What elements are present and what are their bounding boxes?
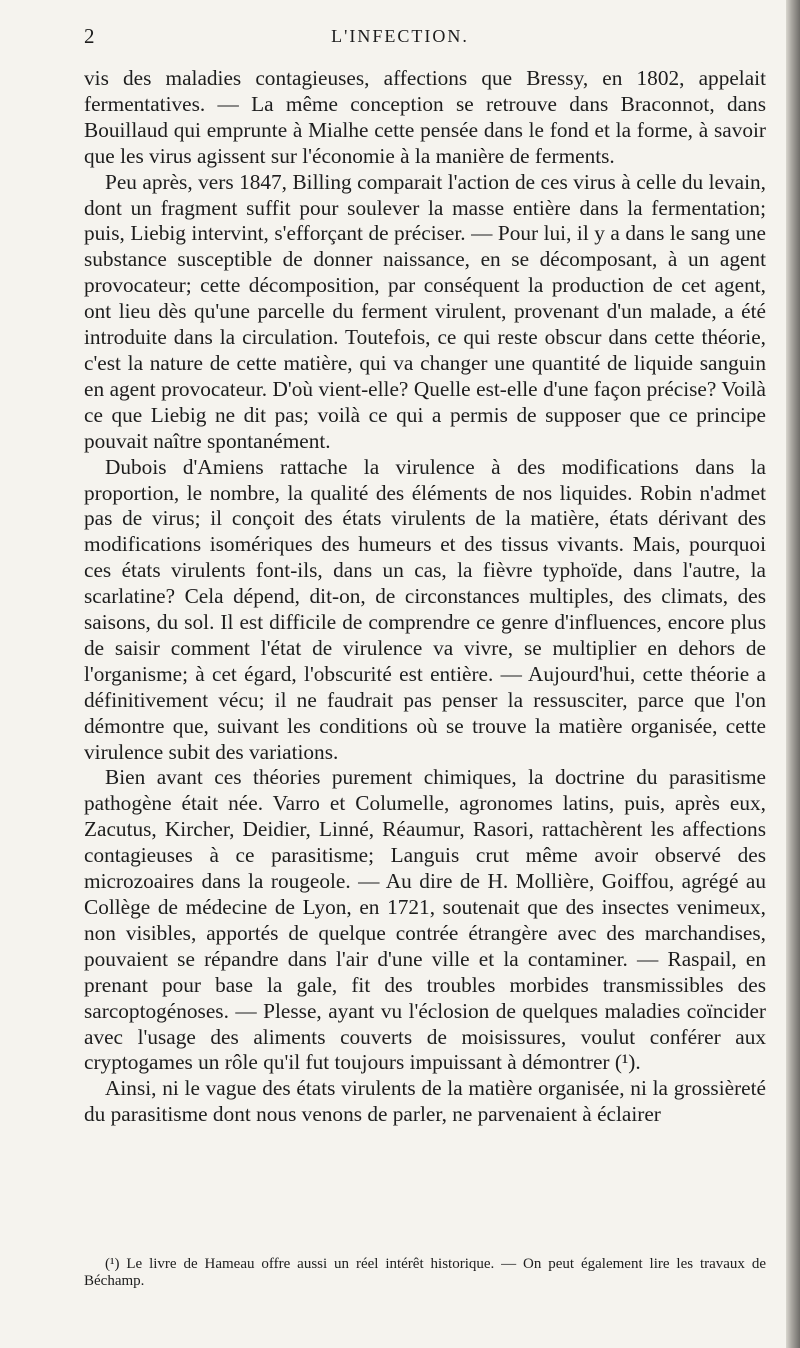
paragraph: Dubois d'Amiens rattache la virulence à des modifications dans la proportion, le nombre, la qualité des éléments de nos liquides. Robin n'admet pas de virus; il conçoit des états virulents de la matière, états dérivant des modifications isomériques des humeurs et des tissus vivants. Mais, pourquoi ces états virulents font-ils, dans un cas, la fièvre typhoïde, dans l'autre, la scarlatine? Cela dépend, dit-on, de circonstances multiples, des climats, des saisons, du sol. Il est difficile de comprendre ce genre d'influences, encore plus de saisir comment l'état de virulence va vivre, se multiplier en dehors de l'organisme; à cet égard, l'obscurité est entière. — Aujourd'hui, cette théorie a définitivement vécu; il ne faudrait pas penser la ressusciter, parce que l'on démontre que, suivant les conditions où se trouve la matière organisée, cette virulence subit des variations. — [84, 454, 766, 764]
page-header — [0, 24, 800, 54]
running-head: L'INFECTION. — [331, 26, 469, 46]
paragraph: Peu après, vers 1847, Billing comparait l'action de ces virus à celle du levain, dont un fragment suffit pour soulever la masse entière dans la fermentation; puis, Liebig intervint, s'efforçant de préciser. — Pour lui, il y a dans le sang une substance susceptible de donner naissance, en se décomposant, à un agent provocateur; cette décomposition, par conséquent la production de cet agent, ont lieu dès qu'une parcelle du ferment virulent, provenant d'un malade, a été introduite dans la circulation. Toutefois, ce qui reste obscur dans cette théorie, c'est la nature de cette matière, qui va changer une quantité de liquide sanguin en agent provocateur. D'où vient-elle? Quelle est-elle d'une façon précise? Voilà ce que Liebig ne dit pas; voilà ce qui a permis de supposer que ce principe pouvait naître spontanément. — [84, 169, 766, 453]
binding-edge — [786, 0, 800, 1348]
paragraph: vis des maladies contagieuses, affections que Bressy, en 1802, appelait fermentatives. — La même conception se retrouve dans Braconnot, dans Bouillaud qui emprunte à Mialhe cette pensée dans le fond et la forme, à savoir que les virus agissent sur l'économie à la manière de ferments. — [84, 66, 766, 168]
footnote: (¹) Le livre de Hameau offre aussi un réel intérêt historique. — On peut également lire les travaux de Béchamp. — [84, 1256, 766, 1289]
paragraph: Ainsi, ni le vague des états virulents de la matière organisée, ni la grossièreté du parasitisme dont nous venons de parler, ne parvenaient à éclairer — [84, 1076, 766, 1127]
page-number: 2 — [84, 24, 95, 48]
body-text — [84, 66, 766, 1128]
paragraph: Bien avant ces théories purement chimiques, la doctrine du parasitisme pathogène était née. Varro et Columelle, agronomes latins, puis, après eux, Zacutus, Kircher, Deidier, Linné, Réaumur, Rasori, rattachèrent les affections contagieuses à ce parasitisme; Languis crut même avoir observé des microzoaires dans la rougeole. — Au dire de H. Mollière, Goiffou, agrégé au Collège de médecine de Lyon, en 1721, soutenait que des insectes venimeux, non visibles, apportés de quelque contrée étrangère avec des marchandises, pouvaient se répandre dans l'air d'une ville et la contaminer. — Raspail, en prenant pour base la gale, fit des troubles morbides transmissibles des sarcoptogénoses. — Plesse, ayant vu l'éclosion de quelques maladies coïncider avec l'usage des aliments couverts de moisissures, voulut conférer aux cryptogames un rôle qu'il fut toujours impuissant à démontrer (¹). — [84, 765, 766, 1075]
